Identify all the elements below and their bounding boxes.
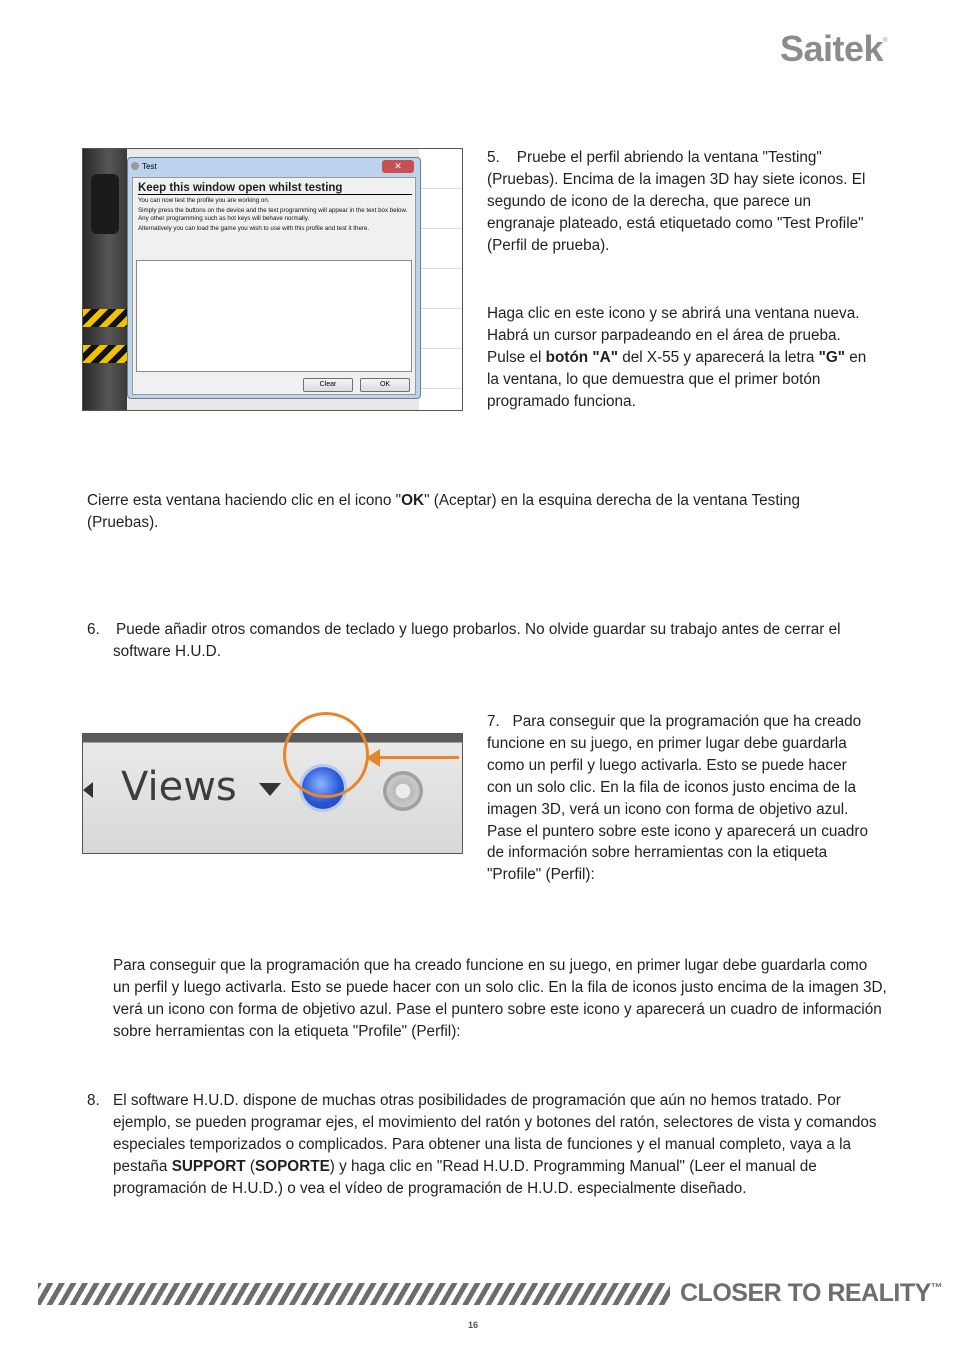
step-6-text: Puede añadir otros comandos de teclado y luego probarlos. No olvide guardar su trabajo antes de cerrar el software H.U.D.: [113, 621, 841, 660]
step-text: El software H.U.D. dispone de muchas otras posibilidades de programación que aún no hemos tratado. Por ejemplo, se pueden programar ejes, el movimiento del ratón y botones del ratón, selectores de vista y comandos especiales temporizados o complicados. Para obtener una lista de funciones y el manual completo, vaya a la pestaña: [113, 1092, 877, 1175]
note-text: Cierre esta ventana haciendo clic en el icono ": [87, 492, 402, 509]
background-list-panel: [419, 149, 462, 410]
dialog-instruction: Alternatively you can load the game you wish to use with this profile and test it there.: [138, 225, 370, 232]
gear-icon: [131, 162, 139, 170]
tagline-text: CLOSER TO REALITY: [680, 1279, 931, 1307]
arrow-head-icon: [366, 749, 380, 767]
step-number: 7.: [487, 713, 500, 730]
step-text: (: [245, 1157, 255, 1175]
dialog-body: [132, 177, 416, 395]
chevron-down-icon: [259, 783, 281, 796]
gear-icon: [383, 771, 423, 811]
support-tab-name: SUPPORT: [171, 1157, 246, 1175]
test-dialog: [127, 157, 421, 399]
step-number: 5.: [487, 149, 500, 166]
brand-name: Saitek: [780, 28, 884, 69]
detail-bold: botón "A": [545, 348, 618, 366]
left-arrow-icon: [83, 782, 93, 798]
step-text: ) y haga clic en "Read H.U.D. Programming Manual" (Leer el manual de programación de H.U.D.) o vea el vídeo de programación de H.U.D. especialmente diseñado.: [113, 1157, 817, 1197]
dialog-titlebar: [128, 158, 420, 176]
pointer-arrow-icon: [374, 756, 459, 759]
dialog-title: Test: [142, 162, 157, 171]
step-7: [487, 711, 869, 886]
step-8-text: [113, 1090, 878, 1200]
ok-button[interactable]: OK: [360, 378, 410, 392]
detail-text: del X-55 y aparecerá la letra: [617, 348, 819, 366]
hazard-stripe: [83, 309, 127, 327]
detail-text: Haga clic en este icono y se abrirá una ventana nueva. Habrá un cursor parpadeando en el área de prueba. Pulse el: [487, 305, 860, 366]
close-note: [87, 490, 847, 534]
trademark-mark: ™: [930, 1280, 943, 1295]
note-bold: OK: [401, 492, 425, 509]
clear-button[interactable]: Clear: [303, 378, 353, 392]
toolbar-screenshot: [82, 733, 463, 854]
step-text: Pruebe el perfil abriendo la ventana "Testing" (Pruebas). Encima de la imagen 3D hay siete iconos. El segundo de icono de la derecha, que parece un engranaje plateado, está etiquetado como "Test Profile" (Perfil de prueba).: [487, 149, 866, 254]
step-text: Para conseguir que la programación que ha creado funcione en su juego, en primer lugar debe guardarla como un perfil y luego activarla. Esto se puede hacer con un solo clic. En la fila de iconos justo encima de la imagen 3D, verá un icono con forma de objetivo azul. Pase el puntero sobre este icono y aparecerá un cuadro de información sobre herramientas con la etiqueta "Profile" (Perfil):: [487, 713, 868, 884]
tagline: [680, 1279, 942, 1308]
hazard-stripe: [83, 345, 127, 363]
registered-mark: ®: [883, 38, 887, 44]
note-text: " (Aceptar) en la esquina derecha de la ventana Testing (Pruebas).: [87, 492, 800, 531]
dialog-instruction: You can now test the profile you are working on.: [138, 197, 270, 204]
saitek-logo: [780, 28, 887, 70]
step-5: [487, 147, 867, 257]
test-textbox[interactable]: [136, 260, 412, 372]
soporte-tab-name: SOPORTE: [255, 1157, 330, 1175]
joystick-3d-background: [83, 149, 127, 410]
profile-paragraph: Para conseguir que la programación que ha creado funcione en su juego, en primer lugar debe guardarla como un perfil y luego activarla. Esto se puede hacer con un solo clic. En la fila de iconos justo encima de la imagen 3D, verá un icono con forma de objetivo azul. Pase el puntero sobre este icono y aparecerá un cuadro de información sobre herramientas con la etiqueta "Profile" (Perfil):: [113, 957, 887, 1040]
page-number: 16: [468, 1320, 479, 1330]
test-window-screenshot: [82, 148, 463, 411]
step-6-number: 6.: [87, 621, 100, 638]
step-8-number: 8.: [87, 1092, 100, 1109]
detail-bold: "G": [818, 348, 846, 366]
joystick-image: [91, 174, 119, 234]
step-5-detail: [487, 303, 867, 413]
detail-text: en la ventana, lo que demuestra que el primer botón programado funciona.: [487, 348, 867, 410]
highlight-circle: [283, 712, 369, 798]
views-label: Views: [121, 764, 237, 810]
dialog-instruction: Simply press the buttons on the device and the text programming will appear in the text box below. Any other programming such as hot keys will behave normally.: [138, 207, 408, 222]
dialog-heading: Keep this window open whilst testing: [138, 182, 412, 195]
footer-stripes: [38, 1283, 670, 1305]
close-button[interactable]: ✕: [382, 160, 414, 173]
